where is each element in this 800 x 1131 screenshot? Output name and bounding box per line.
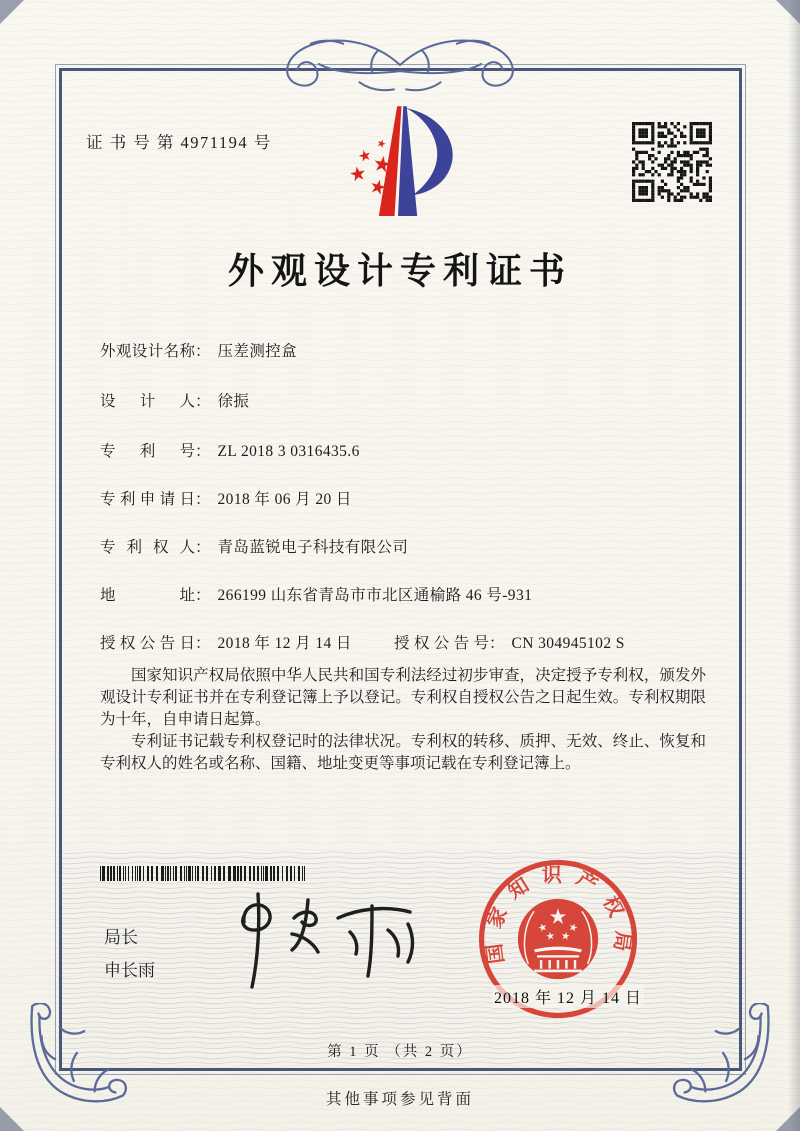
field-label: 设计人 [100,393,195,410]
legal-text-block [100,665,706,775]
field-row-grant [100,631,720,653]
field-colon: ： [195,587,211,604]
field-value: 青岛蓝锐电子科技有限公司 [217,539,409,556]
field-row-address [100,583,720,605]
field-grant-number [394,631,625,653]
field-label: 授权公告号 [394,635,489,652]
field-colon: ： [195,393,211,410]
officer-block [104,921,155,987]
field-row-patentee [100,535,720,557]
certificate-number: 证 书 号 第 4971194 号 [86,133,272,152]
field-label: 授权公告日 [100,635,195,652]
field-value: 2018 年 12 月 14 日 [217,635,352,652]
field-value: 徐振 [217,393,250,410]
seal-arc-text: 国家知识产权局 [482,864,634,966]
scan-corner-mark [0,1107,24,1131]
field-value: 压差测控盒 [217,343,298,360]
field-value: 2018 年 06 月 20 日 [217,491,352,508]
barcode-icon [100,866,308,881]
field-colon: ： [489,635,505,652]
field-colon: ： [195,443,211,460]
granting-paragraph: 国家知识产权局依照中华人民共和国专利法经过初步审查，决定授予专利权，颁发外观设计专利证书并在专利登记簿上予以登记。专利权自授权公告之日起生效。专利权期限为十年，自申请日起算。 [100,667,706,728]
field-row-designer [100,389,720,411]
field-colon: ： [195,491,211,508]
field-colon: ： [195,539,211,556]
qr-code-icon [632,122,712,202]
scan-edge-shadow [788,0,800,1131]
national-emblem-icon [518,899,598,979]
field-value: CN 304945102 S [511,635,625,652]
field-label: 外观设计名称 [100,343,195,360]
field-row-filing-date [100,487,720,509]
top-center-ornament [258,26,542,98]
field-label: 专利号 [100,443,195,460]
scan-corner-mark [0,0,24,24]
field-row-patent-number [100,439,720,461]
register-paragraph: 专利证书记载专利权登记时的法律状况。专利权的转移、质押、无效、终止、恢复和专利权人的姓名或名称、国籍、地址变更等事项记载在专利登记簿上。 [100,733,706,772]
field-colon: ： [195,343,211,360]
field-label: 专利申请日 [100,491,195,508]
field-label: 地址 [100,587,195,604]
cnipa-logo-icon [330,101,466,223]
certificate-title: 外观设计专利证书 [227,251,572,291]
field-value: 266199 山东省青岛市市北区通榆路 46 号-931 [217,587,533,604]
officer-name: 申长雨 [104,961,155,980]
seal-date: 2018 年 12 月 14 日 [492,985,644,1008]
field-label: 专利权人 [100,539,195,556]
officer-title: 局长 [104,928,138,947]
page-indicator: 第 1 页 （共 2 页） [327,1044,473,1060]
field-colon: ： [195,635,211,652]
field-row-design-name [100,339,720,361]
field-value: ZL 2018 3 0316435.6 [217,443,360,460]
handwritten-signature-icon [222,884,418,990]
back-note: 其他事项参见背面 [325,1091,474,1108]
